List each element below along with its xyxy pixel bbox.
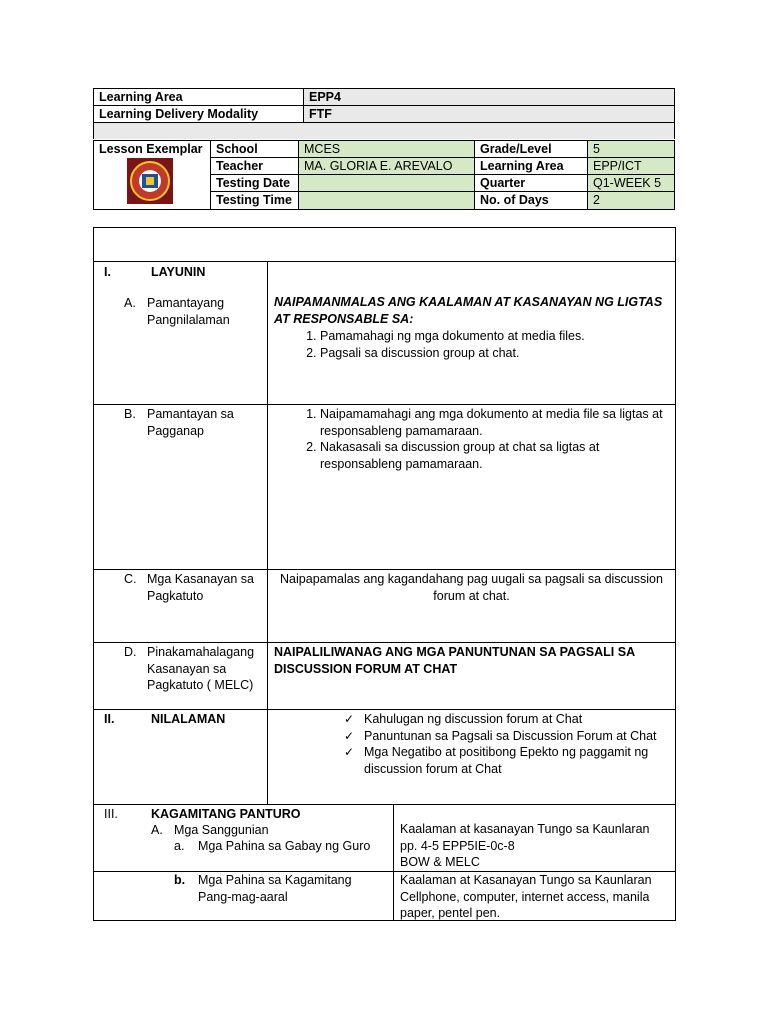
checkmark-icon: ✓	[344, 712, 355, 726]
list-item: 1. Naipamamahagi ang mga dokumento at media file sa ligtas at responsableng pamamaraan.	[320, 406, 669, 439]
learning-area-label: Learning Area	[93, 88, 304, 106]
layunin-c-text: Naipapamalas ang kagandahang pag uugali sa pagsali sa discussion forum at chat.	[280, 572, 663, 603]
nilalaman-list	[340, 711, 669, 777]
list-item-text: Mga Negatibo at positibong Epekto ng paggamit ng discussion forum at Chat	[364, 745, 649, 776]
teacher-value: MA. GLORIA E. AREVALO	[298, 157, 475, 175]
layunin-d-label: Pinakamahalagang Kasanayan sa Pagkatuto ( MELC)	[147, 645, 255, 692]
kagamitan-a-letter: A.	[151, 823, 163, 837]
layunin-a-content	[267, 261, 676, 405]
layunin-d-text: NAIPALILIWANAG ANG MGA PANUNTUNAN SA PAGSALI SA DISCUSSION FORUM AT CHAT	[274, 645, 635, 676]
list-item	[340, 728, 669, 745]
testing-date-value	[298, 174, 475, 192]
list-item: 2. Nakasasali sa discussion group at chat sa ligtas at responsableng pamamaraan.	[320, 439, 669, 472]
testing-date-label: Testing Date	[210, 174, 299, 192]
kagamitan-b-label: Mga Pahina sa Kagamitang Pang-mag-aaral	[198, 873, 352, 904]
kagamitan-a1-content	[393, 804, 676, 872]
layunin-a-label: Pamantayang Pangnilalaman	[147, 296, 230, 327]
kagamitan-b-content	[393, 871, 676, 921]
list-item: 2. Pagsali sa discussion group at chat.	[320, 345, 669, 362]
kagamitan-label-cell	[93, 804, 394, 872]
quarter-label: Quarter	[474, 174, 588, 192]
nilalaman-label-cell	[93, 709, 268, 805]
layunin-c-label: Mga Kasanayan sa Pagkatuto	[147, 572, 255, 603]
grade-value: 5	[587, 140, 675, 158]
list-item-text: Panuntunan sa Pagsali sa Discussion Forum at Chat	[364, 728, 657, 743]
layunin-c-label-cell	[93, 569, 268, 643]
layunin-c-letter: C.	[124, 572, 137, 586]
modality-value: FTF	[303, 105, 675, 123]
days-label: No. of Days	[474, 191, 588, 210]
layunin-num: I.	[104, 265, 111, 279]
school-logo	[127, 158, 173, 204]
teacher-label: Teacher	[210, 157, 299, 175]
layunin-b-label: Pamantayan sa Pagganap	[147, 407, 234, 438]
checkmark-icon: ✓	[344, 745, 355, 759]
list-item	[340, 744, 669, 777]
layunin-c-content	[267, 569, 676, 643]
modality-label: Learning Delivery Modality	[93, 105, 304, 123]
info-learning-area-value: EPP/ICT	[587, 157, 675, 175]
nilalaman-title: NILALAMAN	[151, 712, 226, 726]
kagamitan-a-label: Mga Sanggunian	[174, 823, 269, 837]
layunin-b-label-cell	[93, 404, 268, 570]
nilalaman-content	[267, 709, 676, 805]
layunin-label-cell	[93, 261, 268, 405]
kagamitan-b-value: Kaalaman at Kasanayan Tungo sa Kaunlaran Cellphone, computer, internet access, manila paper, pentel pen.	[400, 873, 652, 920]
layunin-a-list	[274, 328, 669, 361]
kagamitan-a1-value: Kaalaman at kasanayan Tungo sa Kaunlaran pp. 4-5 EPP5IE-0c-8 BOW & MELC	[400, 822, 650, 869]
testing-time-label: Testing Time	[210, 191, 299, 210]
list-item: 1. Pamamahagi ng mga dokumento at media files.	[320, 328, 669, 345]
kagamitan-a1-label: Mga Pahina sa Gabay ng Guro	[198, 839, 371, 853]
days-value: 2	[587, 191, 675, 210]
layunin-b-letter: B.	[124, 407, 136, 421]
layunin-d-content	[267, 642, 676, 710]
plan-title-row	[93, 227, 676, 262]
layunin-d-letter: D.	[124, 645, 137, 659]
kagamitan-a1-letter: a.	[174, 839, 185, 853]
kagamitan-b-letter: b.	[174, 873, 186, 887]
lesson-exemplar-label: Lesson Exemplar	[99, 142, 203, 156]
grade-label: Grade/Level	[474, 140, 588, 158]
layunin-title: LAYUNIN	[151, 265, 206, 279]
checkmark-icon: ✓	[344, 728, 355, 743]
school-label: School	[210, 140, 299, 158]
kagamitan-title: KAGAMITANG PANTURO	[151, 807, 301, 821]
list-item-text: Kahulugan ng discussion forum at Chat	[364, 712, 583, 726]
quarter-value: Q1-WEEK 5	[587, 174, 675, 192]
layunin-a-heading: NAIPAMANMALAS ANG KAALAMAN AT KASANAYAN NG LIGTAS AT RESPONSABLE SA:	[274, 295, 663, 326]
layunin-b-content	[267, 404, 676, 570]
layunin-d-label-cell	[93, 642, 268, 710]
layunin-b-list	[274, 406, 669, 472]
school-value: MCES	[298, 140, 475, 158]
header-divider-band	[93, 123, 675, 139]
learning-area-value: EPP4	[303, 88, 675, 106]
nilalaman-num: II.	[104, 712, 115, 726]
layunin-a-letter: A.	[124, 296, 136, 310]
kagamitan-num: III.	[104, 807, 118, 821]
list-item	[340, 711, 669, 728]
info-learning-area-label: Learning Area	[474, 157, 588, 175]
testing-time-value	[298, 191, 475, 210]
kagamitan-b-label-cell	[93, 871, 394, 921]
